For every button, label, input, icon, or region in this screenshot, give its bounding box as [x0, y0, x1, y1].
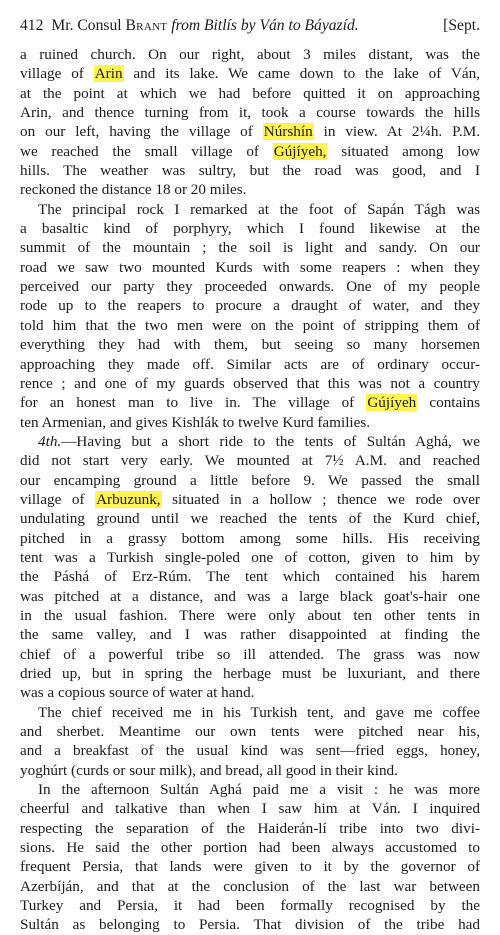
- text-line: [20, 606, 480, 625]
- text-line: [20, 45, 480, 64]
- text-line: [20, 413, 480, 432]
- text-segment: Turkey and Persia, it had been formally recognised by the: [20, 897, 480, 915]
- text-segment: village of: [20, 65, 94, 83]
- text-segment: tent was a Turkish single-poled one of cotton, given to him by: [20, 548, 480, 566]
- text-line: [20, 64, 480, 83]
- text-line: [20, 799, 480, 818]
- text-segment: situated among low: [327, 142, 480, 160]
- text-line: [20, 432, 480, 451]
- text-segment: summit of the mountain ; the soil is light and sandy. On our: [20, 239, 480, 257]
- text-segment: and a breakfast of the usual kind was sent—fried eggs, honey,: [20, 742, 480, 760]
- text-line: [20, 316, 480, 335]
- text-line: [20, 374, 480, 393]
- text-line: [20, 219, 480, 238]
- highlighted-place-name: Gújíyeh,: [273, 142, 327, 160]
- highlighted-place-name: Arin: [94, 65, 123, 83]
- highlighted-place-name: Gújíyeh: [367, 394, 417, 412]
- text-line: [20, 625, 480, 644]
- text-line: [20, 780, 480, 799]
- text-line: [20, 896, 480, 915]
- text-line: [20, 277, 480, 296]
- text-segment: pitched in a grassy bottom among some hills. His receiving: [20, 529, 480, 547]
- text-line: [20, 180, 480, 199]
- text-segment: sions. He said the other portion had been always accustomed to: [20, 839, 480, 857]
- text-line: [20, 335, 480, 354]
- text-segment: The chief received me in his Turkish tent, and gave me coffee: [38, 703, 480, 721]
- text-segment: situated in a hollow ; thence we rode over: [161, 490, 480, 508]
- text-line: [20, 857, 480, 876]
- text-segment: —Having but a short ride to the tents of Sultán Aghá, we: [61, 432, 480, 450]
- highlighted-place-name: Núrshín: [263, 123, 313, 141]
- text-segment: cheerful and talkative than when I saw him at Ván. I inquired: [20, 800, 480, 818]
- text-line: [20, 258, 480, 277]
- running-title-prefix: Mr. Consul: [51, 17, 122, 34]
- text-segment: yoghúrt (curds or sour milk), and bread, all good in their kind.: [20, 761, 398, 779]
- text-line: [20, 393, 480, 412]
- text-segment: frequent Persia, that lands were given to it by the governor of: [20, 858, 480, 876]
- running-title-name: Brant: [125, 17, 168, 34]
- text-line: [20, 471, 480, 490]
- text-segment: undulating ground until we reached the tents of the Kurd chief,: [20, 510, 480, 528]
- text-line: [20, 915, 480, 934]
- text-line: [20, 683, 480, 702]
- text-segment: rence ; and one of my guards observed that this was not a country: [20, 374, 480, 392]
- text-line: [20, 84, 480, 103]
- running-header: [20, 16, 480, 36]
- text-segment: The principal rock I remarked at the foot of Sapán Tágh was: [38, 200, 480, 218]
- text-line: [20, 355, 480, 374]
- running-header-month: [Sept.: [443, 17, 480, 34]
- text-line: [20, 451, 480, 470]
- text-line: [20, 296, 480, 315]
- text-line: [20, 103, 480, 122]
- text-segment: and its lake. We came down to the lake of Ván,: [123, 65, 480, 83]
- text-segment: we reached the small village of: [20, 142, 273, 160]
- text-segment: for an honest man to live in. The village of: [20, 394, 367, 412]
- text-line: [20, 741, 480, 760]
- text-line: [20, 587, 480, 606]
- body-text: [20, 45, 480, 935]
- text-line: [20, 819, 480, 838]
- text-segment: chief of a powerful tribe so ill attended. The grass was now: [20, 645, 480, 663]
- text-segment: in view. At 2¼h. P.M.: [313, 123, 480, 141]
- text-segment: the Páshá of Erz-Rúm. The tent which contained his harem: [20, 568, 480, 586]
- text-segment: rode up to the reapers to procure a draught of water, and they: [20, 297, 480, 315]
- text-segment: contains: [417, 394, 480, 412]
- italic-text: 4th.: [38, 432, 62, 450]
- text-segment: in the usual fashion. There were only about ten other tents in: [20, 606, 480, 624]
- text-segment: our encamping ground a little before 9. We passed the small: [20, 471, 480, 489]
- text-line: [20, 161, 480, 180]
- text-segment: road we saw two mounted Kurds with some reapers : when they: [20, 258, 480, 276]
- text-segment: everything they had with them, but seeing so many horsemen: [20, 336, 480, 354]
- text-line: [20, 645, 480, 664]
- text-segment: In the afternoon Sultán Aghá paid me a visit : he was more: [38, 781, 480, 799]
- text-line: [20, 200, 480, 219]
- text-line: [20, 548, 480, 567]
- text-line: [20, 664, 480, 683]
- text-segment: approaching they made off. Similar acts are of ordinary occur-: [20, 355, 480, 373]
- text-line: [20, 877, 480, 896]
- text-segment: hills. The weather was sultry, but the road was good, and I: [20, 162, 480, 180]
- text-line: [20, 122, 480, 141]
- text-line: [20, 722, 480, 741]
- text-segment: dried up, but in spring the herbage must be luxuriant, and there: [20, 665, 480, 682]
- text-line: [20, 142, 480, 161]
- text-line: [20, 761, 480, 780]
- text-segment: was pitched at a distance, and was a large black goat's-hair one: [20, 587, 480, 605]
- text-line: [20, 490, 480, 509]
- text-segment: at the point at which we had before quitted it on approaching: [20, 84, 480, 102]
- text-segment: told him that the two men were on the point of stripping them of: [20, 316, 480, 334]
- text-segment: did not start very early. We mounted at 7½ A.M. and reached: [20, 452, 480, 470]
- text-segment: perceived our party they proceeded onwards. One of my people: [20, 278, 480, 296]
- text-segment: a basaltic kind of porphyry, which I found likewise at the: [20, 220, 480, 238]
- text-segment: was a copious source of water at hand.: [20, 684, 255, 702]
- text-line: [20, 238, 480, 257]
- text-segment: a ruined church. On our right, about 3 miles distant, was the: [20, 46, 480, 63]
- highlighted-place-name: Arbuzunk,: [96, 490, 161, 508]
- text-line: [20, 567, 480, 586]
- text-line: [20, 838, 480, 857]
- text-segment: ten Armenian, and gives Kishlák to twelve Kurd families.: [20, 413, 371, 431]
- running-title: [51, 16, 437, 36]
- page-number: 412: [20, 17, 44, 34]
- running-title-italic: from Bitlís by Ván to Báyazíd.: [171, 17, 359, 34]
- text-segment: respecting the separation of the Haiderán-lí tribe into two divi-: [20, 819, 480, 837]
- text-segment: Arin, and thence turning from it, took a course towards the hills: [20, 104, 480, 122]
- text-line: [20, 529, 480, 548]
- text-segment: village of: [20, 490, 96, 508]
- text-line: [20, 703, 480, 722]
- text-segment: and sherbet. Meantime our own tents were pitched near his,: [20, 723, 480, 741]
- text-segment: the same valley, and I was rather disappointed at finding the: [20, 626, 480, 644]
- text-segment: reckoned the distance 18 or 20 miles.: [20, 181, 247, 199]
- text-line: [20, 509, 480, 528]
- text-segment: Sultán as belonging to Persia. That division of the tribe had: [20, 916, 480, 934]
- text-segment: on our left, having the village of: [20, 123, 263, 141]
- text-segment: Azerbíján, and that at the conclusion of the last war between: [20, 877, 480, 895]
